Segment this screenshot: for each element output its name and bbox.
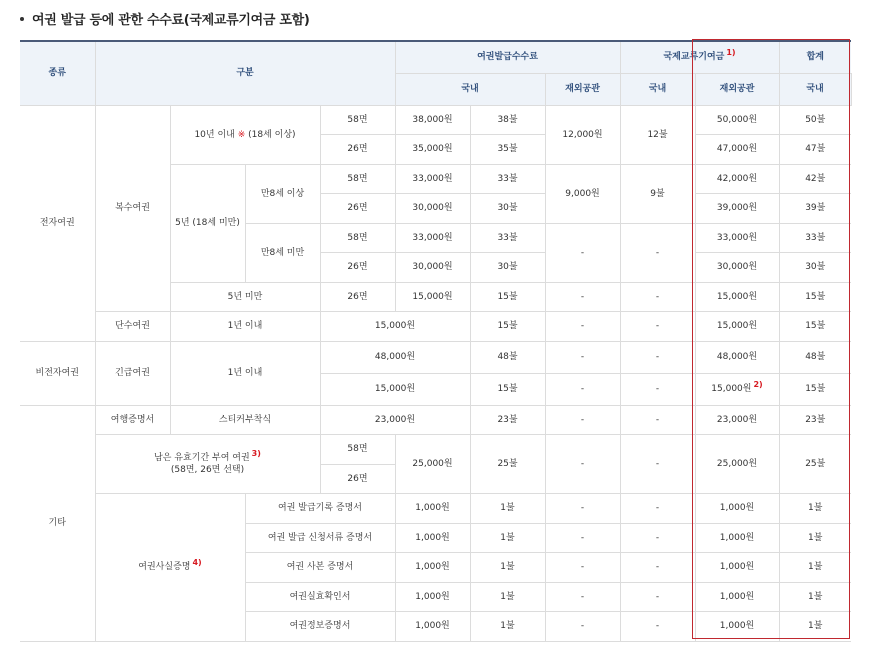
header-total-domestic: 국내 [779,73,851,105]
fee-overseas: 33불 [470,223,545,253]
contrib-domestic: - [545,612,620,642]
fee-domestic: 33,000원 [395,223,470,253]
total-domestic: 1,000원 [695,553,779,583]
header-row-1 [20,41,851,73]
total-domestic: 42,000원 [695,164,779,194]
fee-domestic: 1,000원 [395,523,470,553]
pages-58: 58면 [320,223,395,253]
total-domestic-value: 15,000원 [711,384,752,394]
fee-overseas: 23불 [470,405,545,435]
total-domestic: 48,000원 [695,341,779,373]
total-overseas: 1불 [779,494,851,524]
cert-name: 여권 사본 증명서 [245,553,395,583]
fee-domestic: 25,000원 [395,435,470,494]
total-domestic: 15,000원 [695,312,779,342]
header-intl-contribution [620,41,779,73]
fact-cert-label: 여권사실증명 [138,562,191,573]
asterisk-mark-icon: ※ [237,129,246,140]
total-overseas: 30불 [779,253,851,283]
fee-table [20,40,851,642]
total-overseas: 47불 [779,135,851,165]
contrib-overseas: - [620,405,695,435]
type-electronic: 전자여권 [20,105,95,341]
contrib-overseas: - [620,553,695,583]
fee-overseas: 35불 [470,135,545,165]
fee-overseas: 38불 [470,105,545,135]
pages-26: 26면 [320,253,395,283]
sub-single: 단수여권 [95,312,170,342]
table-row [20,341,851,373]
contrib-overseas: - [620,282,695,312]
fee-overseas: 15불 [470,282,545,312]
remaining-line1: 남은 유효기간 부여 여권 [154,453,250,463]
footnote-1: 1) [726,48,736,58]
header-fee-domestic: 국내 [395,73,545,105]
total-domestic: 1,000원 [695,523,779,553]
total-overseas: 23불 [779,405,851,435]
bullet-icon [20,17,24,21]
sub-emergency: 긴급여권 [95,341,170,405]
pages-26: 26면 [320,135,395,165]
fee-domestic: 33,000원 [395,164,470,194]
total-domestic: 25,000원 [695,435,779,494]
contrib-overseas: - [620,341,695,373]
contrib-overseas: - [620,435,695,494]
fee-domestic: 1,000원 [395,582,470,612]
page-title-text: 여권 발급 등에 관한 수수료(국제교류기여금 포함) [32,13,310,28]
footnote-4: 4) [192,558,202,568]
pages-58: 58면 [320,435,395,465]
period-five-minor: 5년 (18세 미만) [170,164,245,282]
pages-58: 58면 [320,105,395,135]
fee-domestic: 23,000원 [320,405,470,435]
total-domestic: 1,000원 [695,582,779,612]
contrib-overseas: - [620,494,695,524]
contrib-domestic: - [545,553,620,583]
contrib-domestic: - [545,582,620,612]
sticker-type: 스티커부착식 [170,405,320,435]
total-overseas: 1불 [779,553,851,583]
period-ten-suffix: (18세 이상) [248,129,296,140]
header-total: 합계 [779,41,851,73]
sub-fact-cert [95,494,245,642]
fee-domestic: 15,000원 [320,312,470,342]
fee-domestic: 35,000원 [395,135,470,165]
fee-domestic: 15,000원 [320,373,470,405]
fee-domestic: 30,000원 [395,253,470,283]
period-one-year: 1년 이내 [170,312,320,342]
fee-overseas: 15불 [470,312,545,342]
total-domestic: 1,000원 [695,494,779,524]
fee-overseas: 1불 [470,523,545,553]
table-row [20,435,851,465]
fee-domestic: 38,000원 [395,105,470,135]
fee-domestic: 1,000원 [395,494,470,524]
page-title [20,10,310,32]
contrib-overseas: - [620,373,695,405]
contrib-overseas: 9불 [620,164,695,223]
contrib-overseas: - [620,612,695,642]
footnote-2: 2) [753,380,763,389]
footnote-3: 3) [251,449,261,458]
contrib-domestic: - [545,523,620,553]
fee-overseas: 48불 [470,341,545,373]
total-overseas: 15불 [779,312,851,342]
remaining-validity-passport [95,435,320,494]
type-other: 기타 [20,405,95,641]
contrib-domestic: - [545,312,620,342]
contrib-domestic: - [545,282,620,312]
contrib-domestic: - [545,223,620,282]
fee-overseas: 25불 [470,435,545,494]
header-contrib-overseas: 재외공관 [695,73,779,105]
total-domestic: 50,000원 [695,105,779,135]
table-row [20,494,851,524]
contrib-domestic: 12,000원 [545,105,620,164]
total-overseas: 50불 [779,105,851,135]
fee-domestic: 15,000원 [395,282,470,312]
pages-26: 26면 [320,282,395,312]
pages-26: 26면 [320,194,395,224]
fee-domestic: 1,000원 [395,612,470,642]
contrib-domestic: - [545,341,620,373]
table-row [20,312,851,342]
remaining-line2: (58면, 26면 선택) [170,465,245,475]
sub-multiple: 복수여권 [95,105,170,312]
total-domestic: 15,000원 [695,282,779,312]
cert-name: 여권정보증명서 [245,612,395,642]
total-overseas: 1불 [779,582,851,612]
total-overseas: 39불 [779,194,851,224]
total-overseas: 1불 [779,523,851,553]
total-domestic: 47,000원 [695,135,779,165]
type-non-electronic: 비전자여권 [20,341,95,405]
contrib-overseas: - [620,223,695,282]
contrib-domestic: - [545,435,620,494]
fee-overseas: 30불 [470,253,545,283]
contrib-overseas: 12불 [620,105,695,164]
header-contrib-domestic: 국내 [620,73,695,105]
header-type: 종류 [20,41,95,105]
table-row [20,105,851,135]
total-domestic [695,373,779,405]
header-passport-fee: 여권발급수수료 [395,41,620,73]
total-domestic: 33,000원 [695,223,779,253]
total-overseas: 15불 [779,282,851,312]
total-domestic: 30,000원 [695,253,779,283]
total-overseas: 1불 [779,612,851,642]
intl-contribution-label: 국제교류기여금 [663,52,725,63]
total-overseas: 42불 [779,164,851,194]
contrib-domestic: - [545,373,620,405]
fee-overseas: 33불 [470,164,545,194]
contrib-domestic: 9,000원 [545,164,620,223]
header-fee-overseas: 재외공관 [545,73,620,105]
cert-name: 여권실효확인서 [245,582,395,612]
total-domestic: 39,000원 [695,194,779,224]
total-domestic: 1,000원 [695,612,779,642]
total-overseas: 25불 [779,435,851,494]
total-overseas: 48불 [779,341,851,373]
contrib-overseas: - [620,582,695,612]
pages-58: 58면 [320,164,395,194]
header-category: 구분 [95,41,395,105]
fee-overseas: 1불 [470,612,545,642]
age-under-8: 만8세 미만 [245,223,320,282]
fee-domestic: 1,000원 [395,553,470,583]
total-overseas: 15불 [779,373,851,405]
fee-overseas: 1불 [470,494,545,524]
fee-overseas: 15불 [470,373,545,405]
fee-overseas: 1불 [470,582,545,612]
age-over-8: 만8세 이상 [245,164,320,223]
sub-travel-cert: 여행증명서 [95,405,170,435]
cert-name: 여권 발급기록 증명서 [245,494,395,524]
fee-overseas: 1불 [470,553,545,583]
contrib-overseas: - [620,523,695,553]
total-overseas: 33불 [779,223,851,253]
table-row [20,405,851,435]
contrib-overseas: - [620,312,695,342]
total-domestic: 23,000원 [695,405,779,435]
contrib-domestic: - [545,494,620,524]
cert-name: 여권 발급 신청서류 증명서 [245,523,395,553]
period-under-5: 5년 미만 [170,282,320,312]
period-one-year: 1년 이내 [170,341,320,405]
fee-domestic: 30,000원 [395,194,470,224]
period-ten-prefix: 10년 이내 [194,129,235,140]
fee-domestic: 48,000원 [320,341,470,373]
contrib-domestic: - [545,405,620,435]
period-ten-years [170,105,320,164]
fee-overseas: 30불 [470,194,545,224]
pages-26: 26면 [320,464,395,494]
